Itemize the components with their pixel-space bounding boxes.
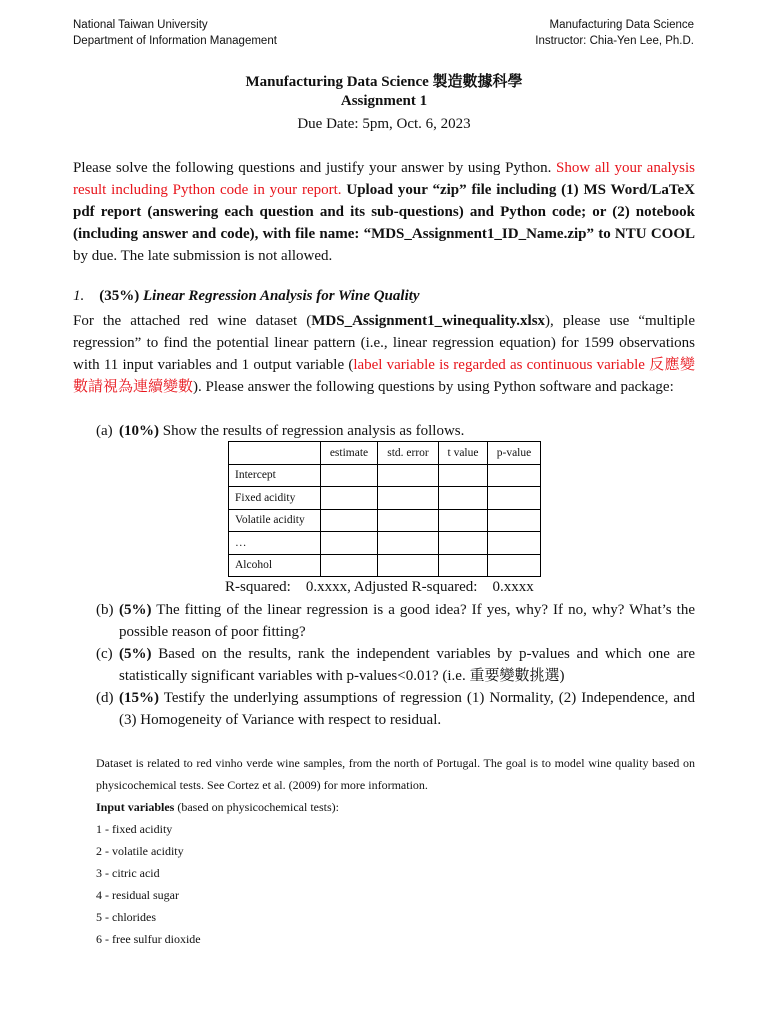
table-row-label: Fixed acidity: [229, 487, 321, 510]
part-d: [96, 687, 695, 731]
part-c-text: Based on the results, rank the independent variables by p-values and which one are statistically significant variables with p-values<0.01? (i.e. 重要變數挑選): [119, 646, 695, 684]
intro-red-text: Show all your analysis result including Python code in your report.: [73, 160, 695, 198]
part-a-text: Show the results of regression analysis as follows.: [159, 423, 465, 439]
table-cell: [378, 554, 439, 577]
part-a-percent: (10%): [119, 423, 159, 439]
r-squared-line: R-squared: 0.xxxx, Adjusted R-squared: 0.xxxx: [225, 579, 534, 595]
input-variables-heading: [96, 796, 695, 818]
dataset-description: Dataset is related to red vinho verde wine samples, from the north of Portugal. The goal is to model wine quality based on physicochemical tests. See Cortez et al. (2009) for more information.: [96, 756, 695, 792]
table-cell: [488, 487, 541, 510]
due-date: Due Date: 5pm, Oct. 6, 2023: [297, 116, 471, 132]
header-left: [73, 17, 277, 49]
intro-paragraph: [73, 157, 695, 267]
table-cell: [439, 487, 488, 510]
table-row: [229, 487, 541, 510]
department-name: Department of Information Management: [73, 35, 277, 47]
table-row-label: Intercept: [229, 464, 321, 487]
variable-list-item: 5 - chlorides: [96, 910, 156, 924]
intro-deadline-text: by due. The late submission is not allowed.: [73, 248, 333, 264]
table-header-cell: p-value: [488, 442, 541, 465]
table-header-cell: estimate: [321, 442, 378, 465]
part-a: [96, 420, 695, 442]
table-row: [229, 509, 541, 532]
table-cell: [488, 509, 541, 532]
part-c-percent: (5%): [119, 646, 152, 662]
table-cell: [321, 532, 378, 555]
part-d-text: Testify the underlying assumptions of regression (1) Normality, (2) Independence, and (3) Homogeneity of Variance with respect to residual.: [119, 690, 695, 728]
part-b-text: The fitting of the linear regression is a good idea? If yes, why? If no, why? What’s the possible reason of poor fitting?: [119, 602, 695, 640]
table-cell: [378, 464, 439, 487]
table-cell: [321, 554, 378, 577]
part-b-percent: (5%): [119, 602, 152, 618]
table-cell: [378, 509, 439, 532]
variable-list-item: 3 - citric acid: [96, 866, 160, 880]
course-name: Manufacturing Data Science: [549, 19, 694, 31]
input-variables-note: (based on physicochemical tests):: [174, 800, 339, 814]
q1-text-2: ), please use “multiple regression” to find the potential linear pattern (i.e., linear regression equation) for 1599 observations with 11 input variables and 1 output variable (: [73, 313, 695, 373]
part-c: [96, 643, 695, 687]
intro-bold-text: Upload your “zip” file including (1) MS Word/LaTeX pdf report (answering each question and its sub-questions) and Python code; or (2) notebook (including answer and code), with file name: “MDS_Assignment1_ID_Name.zip” to NTU COOL: [73, 182, 695, 242]
q1-red-note: label variable is regarded as continuous variable 反應變數請視為連續變數: [73, 357, 695, 395]
part-a-label: (a): [96, 423, 113, 439]
assignment-title: Assignment 1: [340, 93, 428, 109]
question-percent: (35%): [99, 288, 140, 304]
table-header-row: [229, 442, 541, 465]
course-title: Manufacturing Data Science 製造數據科學: [245, 74, 523, 90]
table-row: [229, 464, 541, 487]
part-c-label: (c): [96, 646, 113, 662]
regression-table: [228, 441, 541, 577]
variable-list-item: 4 - residual sugar: [96, 888, 179, 902]
table-cell: [439, 532, 488, 555]
table-cell: [488, 554, 541, 577]
table-header-cell: t value: [439, 442, 488, 465]
q1-text: For the attached red wine dataset (: [73, 313, 312, 329]
table-row-label: Alcohol: [229, 554, 321, 577]
variable-list-item: 1 - fixed acidity: [96, 822, 173, 836]
table-row-label: Volatile acidity: [229, 509, 321, 532]
input-variables-label: Input variables: [96, 800, 175, 814]
table-row-label: …: [229, 532, 321, 555]
q1-text-3: ). Please answer the following questions by using Python software and package:: [193, 379, 674, 395]
question-1-heading: [73, 288, 420, 305]
table-cell: [439, 464, 488, 487]
question-title: Linear Regression Analysis for Wine Quality: [143, 288, 420, 304]
table-cell: [439, 554, 488, 577]
header-right: [535, 17, 694, 49]
table-cell: [321, 509, 378, 532]
variable-list-item: 2 - volatile acidity: [96, 844, 184, 858]
table-row: [229, 532, 541, 555]
question-number: 1.: [73, 288, 85, 304]
table-cell: [378, 532, 439, 555]
table-cell: [321, 464, 378, 487]
intro-text: Please solve the following questions and justify your answer by using Python.: [73, 160, 557, 176]
instructor-name: Instructor: Chia-Yen Lee, Ph.D.: [535, 35, 694, 47]
variable-list-item: 6 - free sulfur dioxide: [96, 932, 201, 946]
table-cell: [439, 509, 488, 532]
table-cell: [488, 464, 541, 487]
dataset-filename: MDS_Assignment1_winequality.xlsx: [311, 313, 546, 329]
part-b: [96, 599, 695, 643]
part-d-label: (d): [96, 690, 114, 706]
table-header-cell: [229, 442, 321, 465]
table-cell: [488, 532, 541, 555]
part-d-percent: (15%): [119, 690, 159, 706]
table-header-cell: std. error: [378, 442, 439, 465]
table-cell: [378, 487, 439, 510]
university-name: National Taiwan University: [73, 19, 208, 31]
question-1-paragraph: [73, 310, 695, 398]
part-b-label: (b): [96, 602, 114, 618]
table-row: [229, 554, 541, 577]
table-cell: [321, 487, 378, 510]
